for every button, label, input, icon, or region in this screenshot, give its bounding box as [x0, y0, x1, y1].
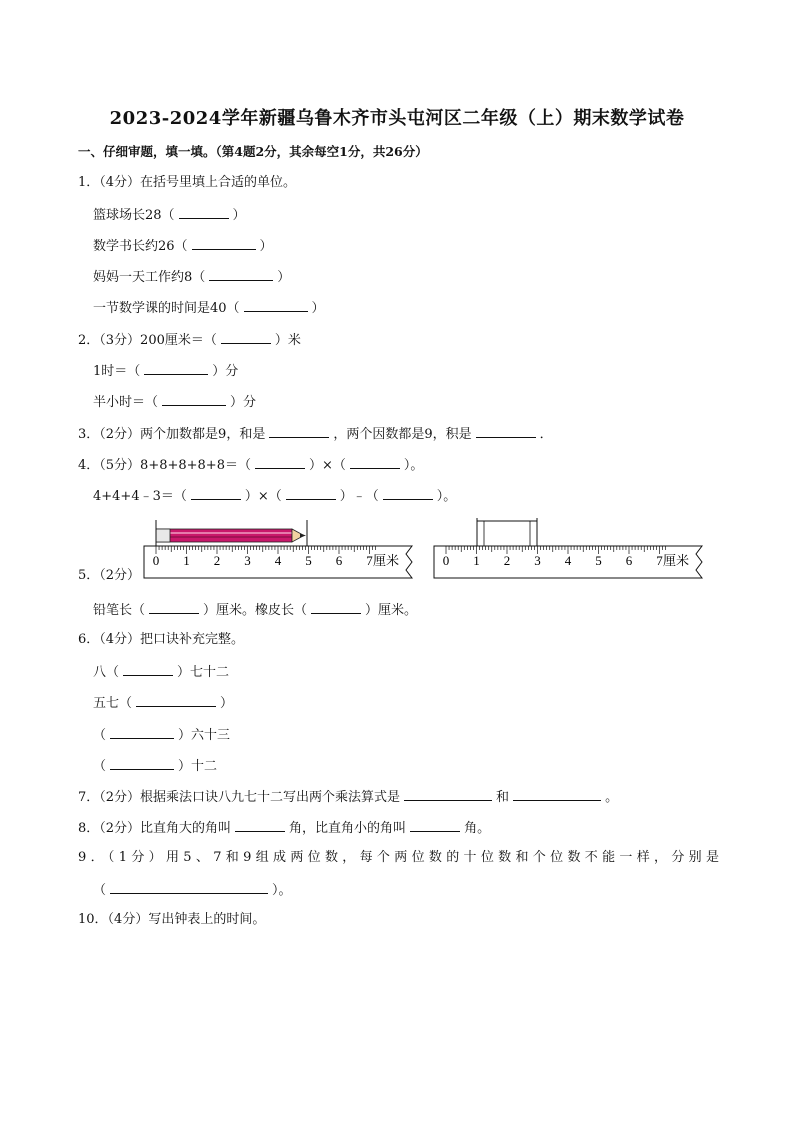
- answer-blank[interactable]: [110, 725, 174, 739]
- answer-blank[interactable]: [149, 600, 199, 614]
- ruler-with-eraser: [430, 518, 712, 582]
- ruler-unit-label: 厘米: [663, 553, 690, 568]
- ruler-number-label: 2: [503, 553, 511, 568]
- question-6-item-b: 五七（ ）: [93, 693, 233, 713]
- answer-blank[interactable]: [136, 693, 216, 707]
- ruler-number-label: 0: [152, 553, 160, 568]
- answer-blank[interactable]: [513, 787, 601, 801]
- ruler-number-label: 5: [305, 553, 312, 568]
- ruler-number-label: 4: [274, 553, 282, 568]
- question-10-heading: 10．（4分）写出钟表上的时间。: [78, 912, 266, 927]
- ruler-number-label: 3: [534, 553, 541, 568]
- ruler-number-label: 4: [564, 553, 572, 568]
- answer-blank[interactable]: [179, 205, 229, 219]
- question-2-item-a: 1时＝（ ）分: [93, 361, 238, 381]
- ruler-number-label: 1: [183, 553, 190, 568]
- answer-blank[interactable]: [191, 486, 241, 500]
- question-9-text: 9．（1分）用5、7和9组成两位数，每个两位数的十位数和个位数不能一样，分别是: [78, 850, 720, 865]
- question-6-item-c: （ ）六十三: [93, 725, 230, 745]
- ruler-number-label: 3: [244, 553, 251, 568]
- answer-blank[interactable]: [286, 486, 336, 500]
- ruler-number-label: 1: [473, 553, 480, 568]
- answer-blank[interactable]: [244, 298, 308, 312]
- ruler-number-label: 5: [595, 553, 602, 568]
- answer-blank[interactable]: [410, 818, 460, 832]
- answer-blank[interactable]: [110, 880, 268, 894]
- question-5-answer: 铅笔长（ ）厘米。橡皮长（ ）厘米。: [93, 600, 417, 620]
- answer-blank[interactable]: [144, 361, 208, 375]
- answer-blank[interactable]: [404, 787, 492, 801]
- question-3: 3．（2分）两个加数都是9，和是 ，两个因数都是9，积是 ．: [78, 424, 553, 444]
- answer-blank[interactable]: [123, 662, 173, 676]
- question-6-item-d: （ ）十二: [93, 756, 217, 776]
- ruler-number-label: 6: [625, 553, 633, 568]
- answer-blank[interactable]: [209, 267, 273, 281]
- pencil-image: [156, 529, 306, 542]
- answer-blank[interactable]: [235, 818, 285, 832]
- question-9-answer: （ ）。: [93, 880, 292, 900]
- eraser-image: [477, 521, 537, 546]
- answer-blank[interactable]: [269, 424, 329, 438]
- ruler-number-label: 0: [442, 553, 450, 568]
- ruler-unit-label: 厘米: [373, 553, 400, 568]
- question-4-item-a: 4．（5分）8+8+8+8+8＝（ ）×（ ）。: [78, 455, 423, 475]
- page-title: 2023-2024学年新疆乌鲁木齐市头屯河区二年级（上）期末数学试卷: [109, 108, 685, 129]
- question-5-heading: 5．（2分）: [78, 568, 141, 583]
- ruler-number-label: 7: [656, 553, 663, 568]
- answer-blank[interactable]: [110, 756, 174, 770]
- answer-blank[interactable]: [383, 486, 433, 500]
- ruler-with-pencil: [140, 518, 422, 582]
- answer-blank[interactable]: [255, 455, 305, 469]
- answer-blank[interactable]: [221, 330, 271, 344]
- question-6-item-a: 八（ ）七十二: [93, 662, 229, 682]
- question-4-item-b: 4+4+4﹣3＝（ ）×（ ）﹣（ ）。: [93, 486, 456, 506]
- question-2-item-b: 半小时＝（ ）分: [93, 392, 256, 412]
- answer-blank[interactable]: [162, 392, 226, 406]
- answer-blank[interactable]: [311, 600, 361, 614]
- question-2-heading: 2．（3分）200厘米＝（ ）米: [78, 330, 301, 350]
- question-1-item-a: 篮球场长28（ ）: [93, 205, 246, 225]
- question-1-heading: 1．（4分）在括号里填上合适的单位。: [78, 175, 297, 190]
- question-8: 8．（2分）比直角大的角叫 角，比直角小的角叫 角。: [78, 818, 490, 838]
- answer-blank[interactable]: [192, 236, 256, 250]
- ruler-number-label: 6: [335, 553, 343, 568]
- ruler-number-label: 7: [366, 553, 373, 568]
- question-1-item-b: 数学书长约26（ ）: [93, 236, 273, 256]
- question-1-item-d: 一节数学课的时间是40（ ）: [93, 298, 325, 318]
- answer-blank[interactable]: [476, 424, 536, 438]
- question-1-item-c: 妈妈一天工作约8（ ）: [93, 267, 290, 287]
- question-7: 7．（2分）根据乘法口诀八九七十二写出两个乘法算式是 和 。: [78, 787, 618, 807]
- section-heading: 一、仔细审题，填一填。（第4题2分，其余每空1分，共26分）: [78, 144, 428, 159]
- ruler-number-label: 2: [213, 553, 221, 568]
- answer-blank[interactable]: [350, 455, 400, 469]
- question-6-heading: 6．（4分）把口诀补充完整。: [78, 632, 245, 647]
